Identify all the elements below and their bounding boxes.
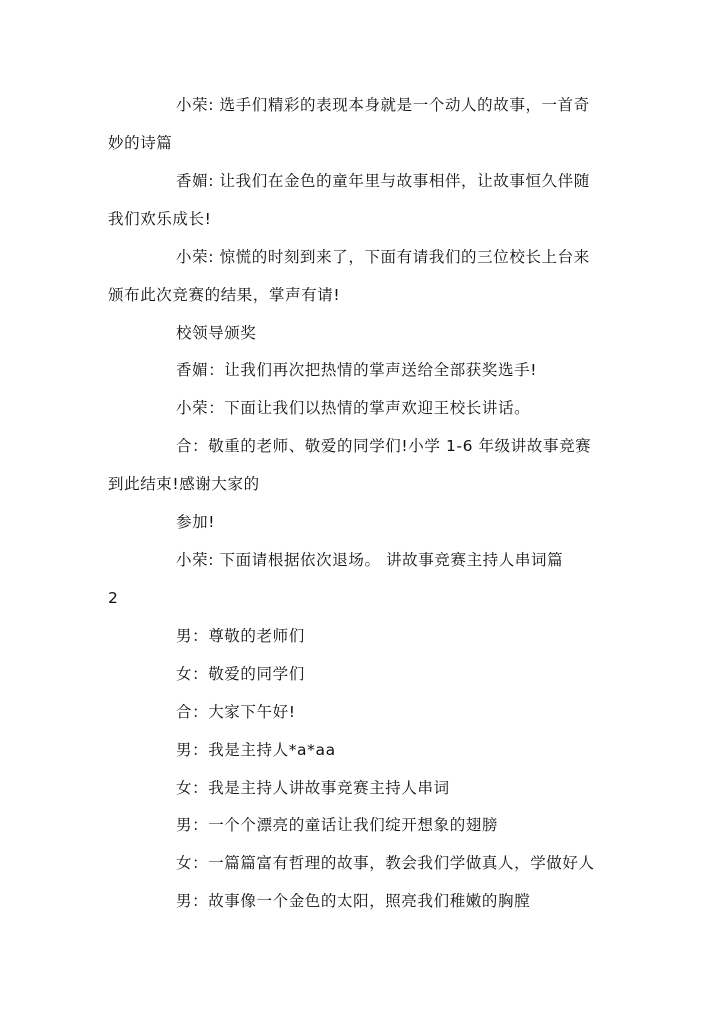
text-line: 合：大家下午好! xyxy=(176,703,296,721)
text-line: 女：我是主持人讲故事竞赛主持人串词 xyxy=(176,779,450,797)
text-line: 小荣: 惊慌的时刻到来了，下面有请我们的三位校长上台来 xyxy=(176,248,590,266)
text-line: 女：敬爱的同学们 xyxy=(176,665,305,683)
text-line: 小荣: 选手们精彩的表现本身就是一个动人的故事，一首奇 xyxy=(176,96,590,114)
text-line: 妙的诗篇 xyxy=(108,134,173,152)
text-line: 小荣：下面让我们以热情的掌声欢迎王校长讲话。 xyxy=(176,399,531,417)
text-line: 小荣: 下面请根据依次退场。 讲故事竞赛主持人串词篇 xyxy=(176,551,564,569)
text-line: 香媚：让我们再次把热情的掌声送给全部获奖选手! xyxy=(176,361,538,379)
text-line: 女：一篇篇富有哲理的故事，教会我们学做真人，学做好人 xyxy=(176,854,595,872)
text-line: 颁布此次竞赛的结果，掌声有请! xyxy=(108,286,341,304)
text-line: 男：我是主持人*a*aa xyxy=(176,741,336,759)
text-line: 男：尊敬的老师们 xyxy=(176,627,305,645)
text-line: 校领导颁奖 xyxy=(176,324,257,342)
text-line: 男：一个个漂亮的童话让我们绽开想象的翅膀 xyxy=(176,816,499,834)
text-line: 参加! xyxy=(176,513,216,531)
text-line: 男：故事像一个金色的太阳，照亮我们稚嫩的胸膛 xyxy=(176,892,531,910)
text-line: 香媚: 让我们在金色的童年里与故事相伴，让故事恒久伴随 xyxy=(176,172,590,190)
text-line: 到此结束!感谢大家的 xyxy=(108,475,260,493)
text-line: 2 xyxy=(108,589,119,607)
text-line: 合：敬重的老师、敬爱的同学们!小学 1-6 年级讲故事竞赛 xyxy=(176,437,592,455)
text-line: 我们欢乐成长! xyxy=(108,210,212,228)
